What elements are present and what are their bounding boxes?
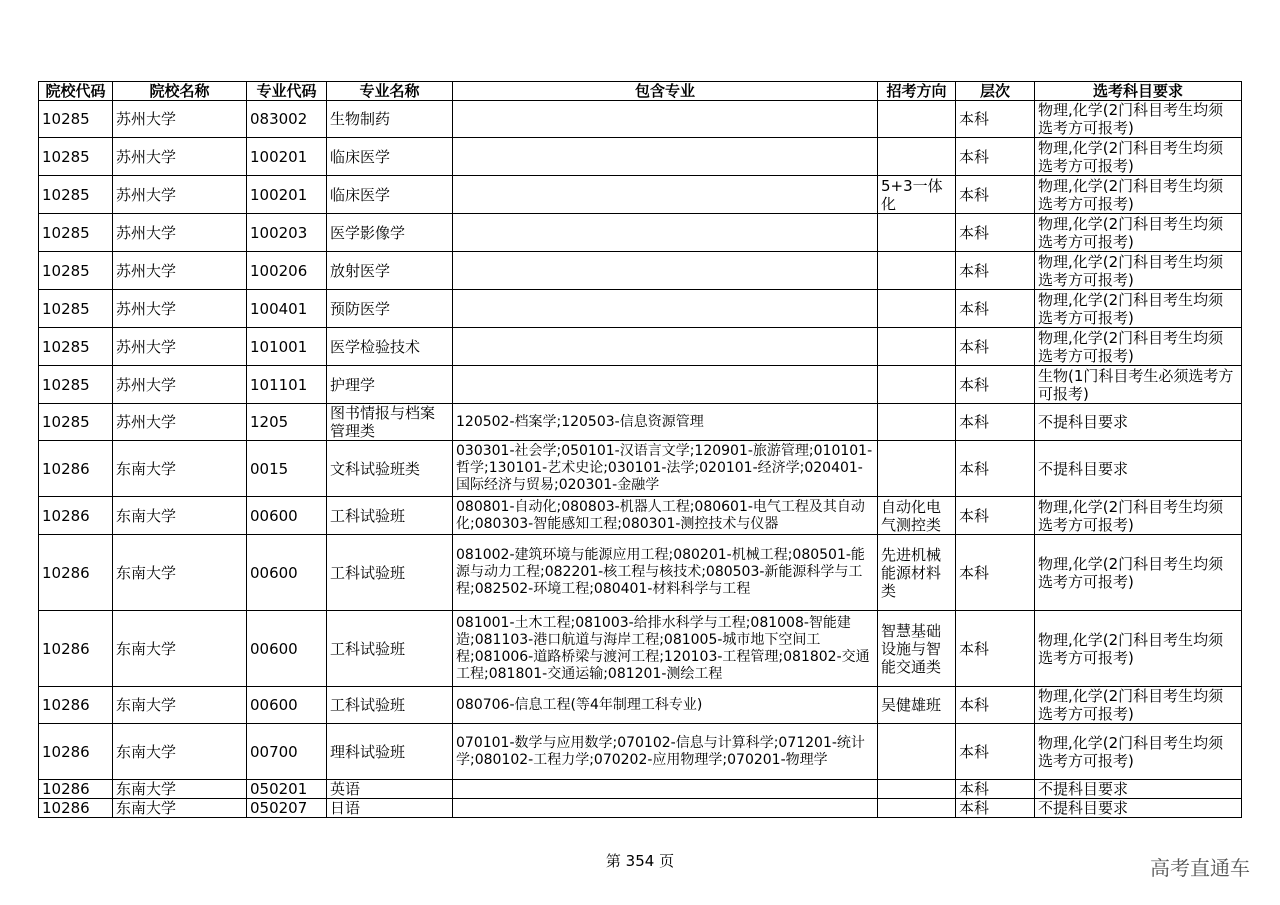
cell-school-code: 10286: [39, 687, 113, 724]
cell-sub-majors: 120502-档案学;120503-信息资源管理: [453, 404, 878, 441]
cell-school-code: 10286: [39, 724, 113, 780]
cell-school-name: 苏州大学: [113, 214, 247, 252]
cell-major-code: 083002: [247, 101, 327, 138]
cell-direction: [878, 138, 956, 176]
cell-school-name: 苏州大学: [113, 328, 247, 366]
table-row: [39, 328, 1242, 366]
cell-major-code: 101101: [247, 366, 327, 404]
cell-major-code: 00600: [247, 535, 327, 611]
table-row: [39, 366, 1242, 404]
cell-sub-majors: 030301-社会学;050101-汉语言文学;120901-旅游管理;010101-哲学;130101-艺术史论;030101-法学;020101-经济学;020401-国际经济与贸易;020301-金融学: [453, 441, 878, 497]
cell-major-code: 100203: [247, 214, 327, 252]
cell-sub-majors: [453, 366, 878, 404]
cell-requirement: 不提科目要求: [1035, 780, 1242, 799]
cell-direction: [878, 780, 956, 799]
cell-level: 本科: [956, 328, 1035, 366]
cell-school-code: 10286: [39, 441, 113, 497]
cell-requirement: 物理,化学(2门科目考生均须选考方可报考): [1035, 535, 1242, 611]
table-row: [39, 101, 1242, 138]
cell-school-code: 10286: [39, 535, 113, 611]
table-row: [39, 724, 1242, 780]
table-row: [39, 687, 1242, 724]
cell-requirement: 物理,化学(2门科目考生均须选考方可报考): [1035, 724, 1242, 780]
cell-major-name: 工科试验班: [327, 535, 453, 611]
cell-requirement: 不提科目要求: [1035, 799, 1242, 818]
cell-major-name: 临床医学: [327, 176, 453, 214]
cell-school-name: 苏州大学: [113, 404, 247, 441]
cell-major-code: 00600: [247, 497, 327, 535]
table-body: [39, 101, 1242, 818]
cell-school-code: 10285: [39, 101, 113, 138]
header-direction: 招考方向: [878, 82, 956, 101]
cell-major-code: 00600: [247, 611, 327, 687]
cell-major-name: 工科试验班: [327, 687, 453, 724]
cell-sub-majors: [453, 176, 878, 214]
cell-level: 本科: [956, 214, 1035, 252]
cell-sub-majors: [453, 252, 878, 290]
cell-requirement: 物理,化学(2门科目考生均须选考方可报考): [1035, 138, 1242, 176]
cell-direction: [878, 366, 956, 404]
watermark: 高考直通车: [1150, 856, 1250, 880]
cell-school-name: 东南大学: [113, 535, 247, 611]
cell-school-code: 10285: [39, 328, 113, 366]
cell-direction: [878, 724, 956, 780]
cell-level: 本科: [956, 290, 1035, 328]
cell-requirement: 生物(1门科目考生必须选考方可报考): [1035, 366, 1242, 404]
cell-school-code: 10285: [39, 366, 113, 404]
cell-requirement: 物理,化学(2门科目考生均须选考方可报考): [1035, 611, 1242, 687]
cell-major-name: 工科试验班: [327, 497, 453, 535]
cell-major-code: 101001: [247, 328, 327, 366]
cell-school-code: 10285: [39, 290, 113, 328]
cell-level: 本科: [956, 780, 1035, 799]
cell-direction: [878, 101, 956, 138]
cell-major-code: 0015: [247, 441, 327, 497]
cell-major-code: 100401: [247, 290, 327, 328]
cell-requirement: 不提科目要求: [1035, 441, 1242, 497]
table-row: [39, 799, 1242, 818]
cell-level: 本科: [956, 252, 1035, 290]
cell-school-code: 10286: [39, 799, 113, 818]
cell-sub-majors: 080706-信息工程(等4年制理工科专业): [453, 687, 878, 724]
cell-requirement: 物理,化学(2门科目考生均须选考方可报考): [1035, 290, 1242, 328]
cell-school-name: 苏州大学: [113, 290, 247, 328]
cell-school-code: 10285: [39, 176, 113, 214]
cell-sub-majors: 080801-自动化;080803-机器人工程;080601-电气工程及其自动化;080303-智能感知工程;080301-测控技术与仪器: [453, 497, 878, 535]
cell-level: 本科: [956, 687, 1035, 724]
cell-school-name: 东南大学: [113, 799, 247, 818]
cell-level: 本科: [956, 366, 1035, 404]
cell-direction: 5+3一体化: [878, 176, 956, 214]
cell-school-name: 苏州大学: [113, 366, 247, 404]
table-row: [39, 780, 1242, 799]
cell-sub-majors: 070101-数学与应用数学;070102-信息与计算科学;071201-统计学;080102-工程力学;070202-应用物理学;070201-物理学: [453, 724, 878, 780]
cell-sub-majors: [453, 101, 878, 138]
table-row: [39, 441, 1242, 497]
table-row: [39, 252, 1242, 290]
admissions-table: [38, 81, 1242, 818]
cell-major-code: 100201: [247, 138, 327, 176]
table-row: [39, 290, 1242, 328]
table-row: [39, 611, 1242, 687]
cell-requirement: 物理,化学(2门科目考生均须选考方可报考): [1035, 497, 1242, 535]
cell-school-name: 苏州大学: [113, 101, 247, 138]
cell-major-name: 放射医学: [327, 252, 453, 290]
header-requirement: 选考科目要求: [1035, 82, 1242, 101]
table-row: [39, 176, 1242, 214]
cell-school-name: 苏州大学: [113, 176, 247, 214]
cell-major-code: 100206: [247, 252, 327, 290]
cell-level: 本科: [956, 799, 1035, 818]
header-major-code: 专业代码: [247, 82, 327, 101]
cell-major-name: 日语: [327, 799, 453, 818]
cell-major-name: 文科试验班类: [327, 441, 453, 497]
cell-sub-majors: [453, 328, 878, 366]
cell-level: 本科: [956, 724, 1035, 780]
cell-school-name: 东南大学: [113, 724, 247, 780]
cell-direction: 智慧基础设施与智能交通类: [878, 611, 956, 687]
table-row: [39, 535, 1242, 611]
cell-level: 本科: [956, 404, 1035, 441]
table-row: [39, 138, 1242, 176]
cell-requirement: 物理,化学(2门科目考生均须选考方可报考): [1035, 176, 1242, 214]
cell-direction: [878, 441, 956, 497]
cell-requirement: 物理,化学(2门科目考生均须选考方可报考): [1035, 687, 1242, 724]
cell-requirement: 物理,化学(2门科目考生均须选考方可报考): [1035, 328, 1242, 366]
cell-major-name: 工科试验班: [327, 611, 453, 687]
cell-school-code: 10285: [39, 252, 113, 290]
cell-school-code: 10286: [39, 497, 113, 535]
cell-school-name: 东南大学: [113, 441, 247, 497]
cell-major-code: 050201: [247, 780, 327, 799]
cell-direction: 先进机械能源材料类: [878, 535, 956, 611]
cell-school-code: 10286: [39, 780, 113, 799]
page-number: 第 354 页: [605, 852, 675, 870]
header-major-name: 专业名称: [327, 82, 453, 101]
cell-requirement: 不提科目要求: [1035, 404, 1242, 441]
cell-school-code: 10285: [39, 404, 113, 441]
cell-requirement: 物理,化学(2门科目考生均须选考方可报考): [1035, 252, 1242, 290]
table-row: [39, 214, 1242, 252]
cell-school-name: 东南大学: [113, 497, 247, 535]
cell-major-name: 理科试验班: [327, 724, 453, 780]
cell-major-name: 医学影像学: [327, 214, 453, 252]
cell-level: 本科: [956, 441, 1035, 497]
cell-level: 本科: [956, 138, 1035, 176]
cell-school-name: 东南大学: [113, 687, 247, 724]
cell-major-code: 00700: [247, 724, 327, 780]
cell-school-name: 苏州大学: [113, 138, 247, 176]
cell-level: 本科: [956, 101, 1035, 138]
table-row: [39, 497, 1242, 535]
cell-school-name: 东南大学: [113, 780, 247, 799]
cell-direction: [878, 252, 956, 290]
cell-direction: [878, 214, 956, 252]
cell-major-name: 护理学: [327, 366, 453, 404]
cell-requirement: 物理,化学(2门科目考生均须选考方可报考): [1035, 214, 1242, 252]
cell-sub-majors: [453, 290, 878, 328]
cell-major-code: 00600: [247, 687, 327, 724]
cell-major-name: 生物制药: [327, 101, 453, 138]
cell-direction: [878, 328, 956, 366]
cell-direction: [878, 799, 956, 818]
header-school-code: 院校代码: [39, 82, 113, 101]
cell-direction: 吴健雄班: [878, 687, 956, 724]
cell-level: 本科: [956, 176, 1035, 214]
cell-major-name: 医学检验技术: [327, 328, 453, 366]
cell-major-name: 预防医学: [327, 290, 453, 328]
cell-level: 本科: [956, 535, 1035, 611]
cell-major-code: 100201: [247, 176, 327, 214]
cell-sub-majors: [453, 780, 878, 799]
header-level: 层次: [956, 82, 1035, 101]
cell-direction: [878, 290, 956, 328]
cell-sub-majors: [453, 138, 878, 176]
cell-requirement: 物理,化学(2门科目考生均须选考方可报考): [1035, 101, 1242, 138]
cell-major-code: 050207: [247, 799, 327, 818]
table-header-row: [39, 82, 1242, 101]
cell-school-code: 10285: [39, 138, 113, 176]
cell-major-code: 1205: [247, 404, 327, 441]
header-sub-majors: 包含专业: [453, 82, 878, 101]
cell-major-name: 临床医学: [327, 138, 453, 176]
cell-sub-majors: [453, 799, 878, 818]
cell-school-code: 10286: [39, 611, 113, 687]
cell-school-code: 10285: [39, 214, 113, 252]
cell-major-name: 英语: [327, 780, 453, 799]
cell-major-name: 图书情报与档案管理类: [327, 404, 453, 441]
header-school-name: 院校名称: [113, 82, 247, 101]
cell-sub-majors: 081002-建筑环境与能源应用工程;080201-机械工程;080501-能源与动力工程;082201-核工程与核技术;080503-新能源科学与工程;082502-环境工程;080401-材料科学与工程: [453, 535, 878, 611]
cell-direction: 自动化电气测控类: [878, 497, 956, 535]
cell-school-name: 苏州大学: [113, 252, 247, 290]
table-row: [39, 404, 1242, 441]
cell-sub-majors: 081001-土木工程;081003-给排水科学与工程;081008-智能建造;081103-港口航道与海岸工程;081005-城市地下空间工程;081006-道路桥梁与渡河工程;120103-工程管理;081802-交通工程;081801-交通运输;081201-测绘工程: [453, 611, 878, 687]
cell-school-name: 东南大学: [113, 611, 247, 687]
cell-level: 本科: [956, 611, 1035, 687]
cell-level: 本科: [956, 497, 1035, 535]
cell-sub-majors: [453, 214, 878, 252]
cell-direction: [878, 404, 956, 441]
